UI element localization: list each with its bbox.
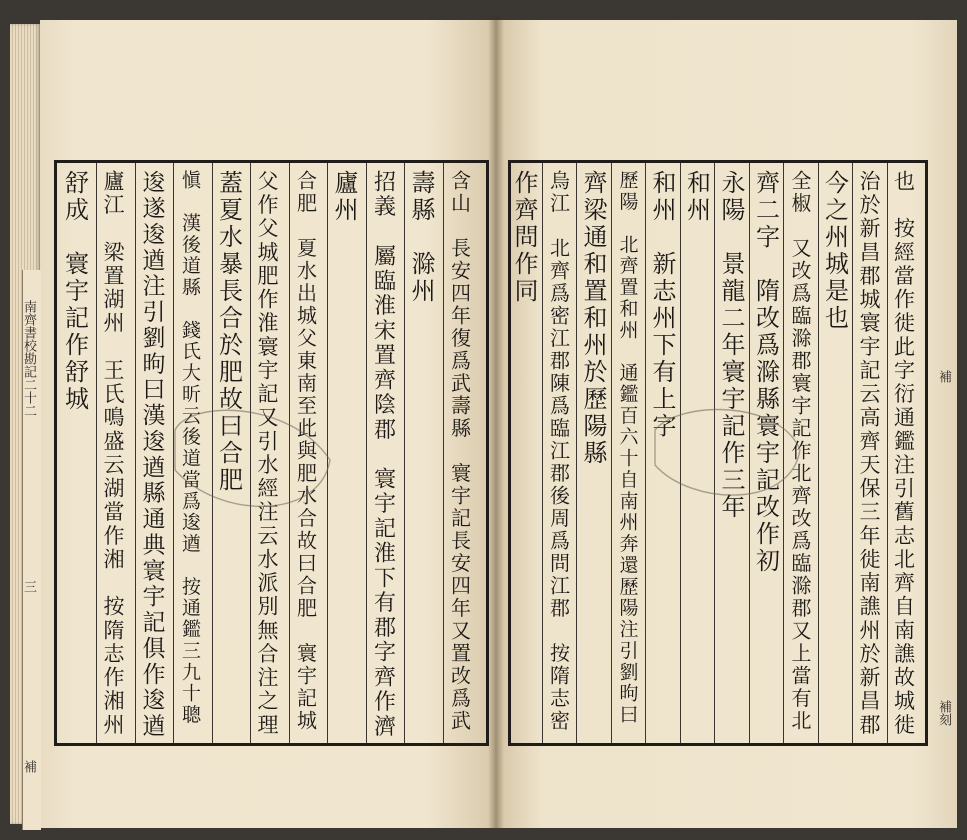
right-edge-label-top: 補: [936, 370, 951, 383]
spine-foot: 補: [21, 760, 36, 773]
left-column-text: 寰宇記作舒城: [60, 251, 89, 413]
right-column-text: 新志州下有上字: [648, 251, 676, 440]
left-column-text: 父作父城肥作淮寰宇記又引水經注云水派別無合注之理: [255, 170, 279, 737]
left-column-heading: 招義: [370, 170, 396, 245]
left-column-heading: 廬江: [101, 170, 125, 241]
right-column-text: 北齊爲密江郡陳爲臨江郡後周爲問江郡 按隋志密: [546, 237, 571, 733]
right-column-heading: 永陽: [717, 170, 745, 251]
left-column-text: 逡遂逡遒注引劉昫曰漢逡遒縣通典寰宇記俱作逡遒: [138, 170, 165, 740]
pencil-loop-right: [655, 410, 800, 496]
right-column-text: 又改爲臨滁郡寰宇記作北齊改爲臨滁郡又上當有北: [788, 237, 812, 733]
right-column-text: 治於新昌郡城寰宇記云高齊天保三年徙南譙州於新昌郡: [857, 170, 881, 737]
spine-page-number: 三: [21, 580, 36, 593]
left-column-heading: 含山: [447, 170, 472, 238]
left-column-text: 壽縣 滁州: [407, 170, 435, 305]
right-column-heading: 烏江: [546, 170, 571, 238]
right-edge-label-bottom: 補刻: [936, 700, 951, 726]
right-column-text: 和州: [682, 170, 711, 224]
left-column-text: 廬州: [330, 170, 358, 224]
right-column-text: 齊梁通和置和州於歷陽縣: [579, 170, 607, 467]
right-column-text: 景龍二年寰宇記作三年: [717, 251, 745, 521]
right-column-heading: 全椒: [788, 170, 812, 238]
left-column-text: 蓋夏水暴長合於肥故曰合肥: [214, 170, 243, 494]
left-column-heading: 愼: [179, 170, 201, 213]
left-column-text: 梁置湖州 王氏鳴盛云湖當作湘 按隋志作湘州: [101, 240, 125, 737]
right-column-text: 北齊置和州 通鑑百六十自南州奔還歷陽注引劉昫曰: [616, 234, 639, 726]
pencil-loop-left: [175, 410, 330, 506]
right-column-heading: 和州: [648, 170, 676, 251]
left-column-text: 長安四年復爲武壽縣 寰宇記長安四年又置改爲武: [447, 237, 472, 733]
left-column-text: 漢後道縣 錢氏大昕云後道當爲逡遒 按通鑑三九十聰: [179, 212, 201, 726]
left-column-heading: 舒成: [60, 170, 89, 251]
right-column-text: 作齊問作同: [510, 170, 538, 305]
right-column-text: 也 按經當作徙此字衍通鑑注引舊志北齊自南譙故城徙: [891, 170, 916, 737]
left-column-text: 夏水出城父東南至此與肥水合故曰合肥 寰宇記城: [293, 237, 318, 733]
right-column-text: 齊二字 隋改爲滁縣寰宇記改作初: [751, 170, 780, 575]
right-column-heading: 歷陽: [616, 170, 639, 235]
right-column-text: 今之州城是也: [820, 170, 849, 332]
spine-title: 南齊書校勘記二十二: [21, 300, 36, 417]
left-column-heading: 合肥: [293, 170, 318, 238]
left-column-text: 屬臨淮宋置齊陰郡 寰宇記淮下有郡字齊作濟: [370, 244, 396, 740]
